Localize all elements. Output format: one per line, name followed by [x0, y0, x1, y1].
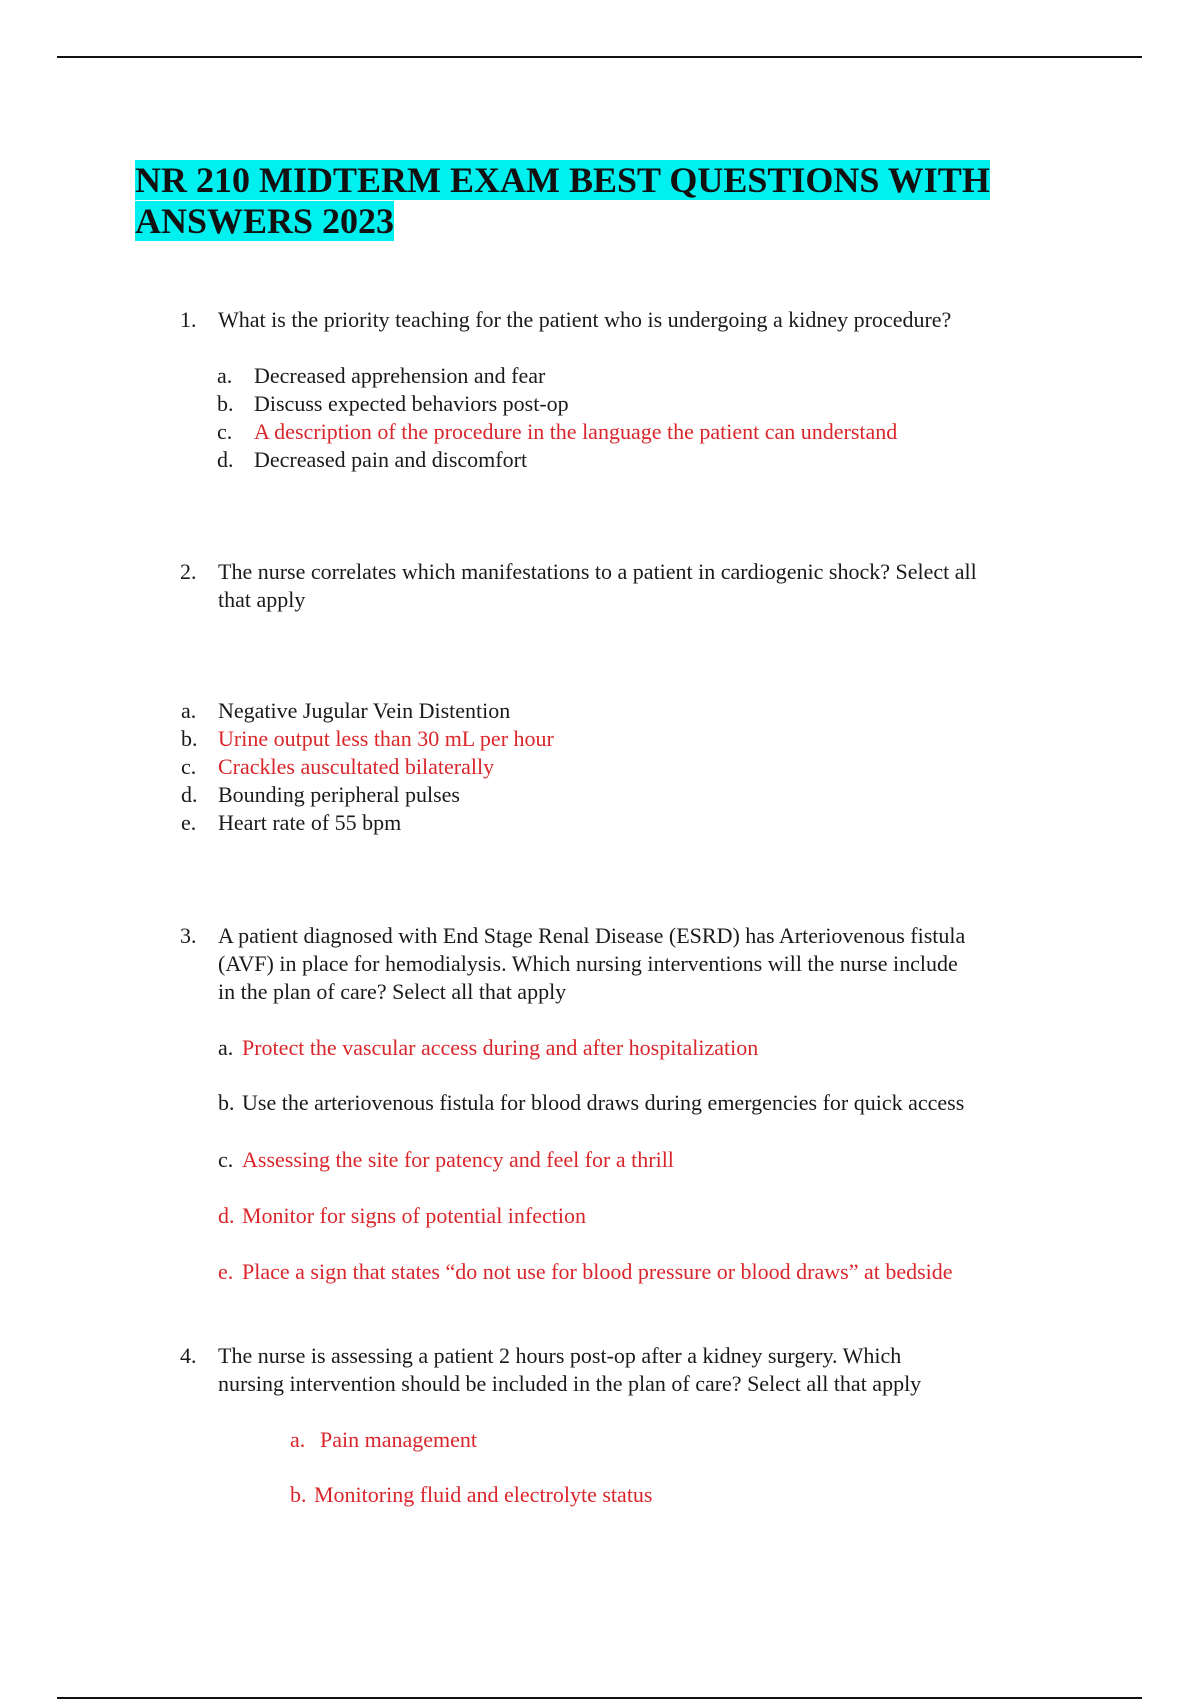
option-text: Heart rate of 55 bpm: [218, 810, 402, 835]
option-text: Bounding peripheral pulses: [218, 782, 460, 807]
option-letter: a.: [218, 1035, 234, 1060]
question-text: (AVF) in place for hemodialysis. Which nursing interventions will the nurse include: [218, 951, 958, 976]
top-rule: [57, 56, 1142, 58]
question-text: in the plan of care? Select all that apply: [218, 979, 567, 1004]
option-letter: b.: [218, 1090, 235, 1115]
option-text: Discuss expected behaviors post-op: [254, 391, 569, 416]
question-number: 4.: [180, 1343, 197, 1368]
option-letter: b.: [181, 726, 198, 751]
question-text: A patient diagnosed with End Stage Renal Disease (ESRD) has Arteriovenous fistula: [218, 923, 966, 948]
question-text: The nurse is assessing a patient 2 hours post-op after a kidney surgery. Which: [218, 1343, 902, 1368]
option-letter: e.: [181, 810, 197, 835]
question-text: that apply: [218, 587, 306, 612]
option-text: Use the arteriovenous fistula for blood draws during emergencies for quick access: [242, 1090, 965, 1115]
option-text-correct: Place a sign that states “do not use for blood pressure or blood draws” at bedside: [242, 1259, 953, 1284]
option-text-correct: Monitor for signs of potential infection: [242, 1203, 586, 1228]
option-letter: b.: [290, 1482, 307, 1507]
page-title: [135, 160, 1035, 242]
question-number: 3.: [180, 923, 197, 948]
option-text-correct: Crackles auscultated bilaterally: [218, 754, 495, 779]
question-text: nursing intervention should be included in the plan of care? Select all that apply: [218, 1371, 922, 1396]
option-letter: c.: [181, 754, 197, 779]
title-line-2: ANSWERS 2023: [135, 201, 395, 241]
option-text: Decreased apprehension and fear: [254, 363, 546, 388]
option-text: Negative Jugular Vein Distention: [218, 698, 511, 723]
option-letter: e.: [218, 1259, 234, 1284]
title-line-1: NR 210 MIDTERM EXAM BEST QUESTIONS WITH: [135, 160, 990, 200]
question-text: The nurse correlates which manifestations to a patient in cardiogenic shock? Select all: [218, 559, 977, 584]
option-letter: a.: [217, 363, 233, 388]
bottom-rule: [57, 1697, 1142, 1699]
option-letter: d.: [218, 1203, 235, 1228]
option-letter: a.: [290, 1427, 306, 1452]
option-text-correct: Protect the vascular access during and after hospitalization: [242, 1035, 759, 1060]
option-text-correct: Monitoring fluid and electrolyte status: [314, 1482, 653, 1507]
option-text-correct: A description of the procedure in the language the patient can understand: [254, 419, 898, 444]
option-letter: c.: [218, 1147, 234, 1172]
option-letter: d.: [181, 782, 198, 807]
option-text-correct: Urine output less than 30 mL per hour: [218, 726, 554, 751]
option-letter: b.: [217, 391, 234, 416]
question-text: What is the priority teaching for the patient who is undergoing a kidney procedure?: [218, 307, 952, 332]
option-text: Decreased pain and discomfort: [254, 447, 528, 472]
option-letter: a.: [181, 698, 197, 723]
question-number: 2.: [180, 559, 197, 584]
option-text-correct: Assessing the site for patency and feel for a thrill: [242, 1147, 674, 1172]
option-letter: d.: [217, 447, 234, 472]
question-number: 1.: [180, 307, 197, 332]
option-letter: c.: [217, 419, 233, 444]
option-text-correct: Pain management: [320, 1427, 478, 1452]
